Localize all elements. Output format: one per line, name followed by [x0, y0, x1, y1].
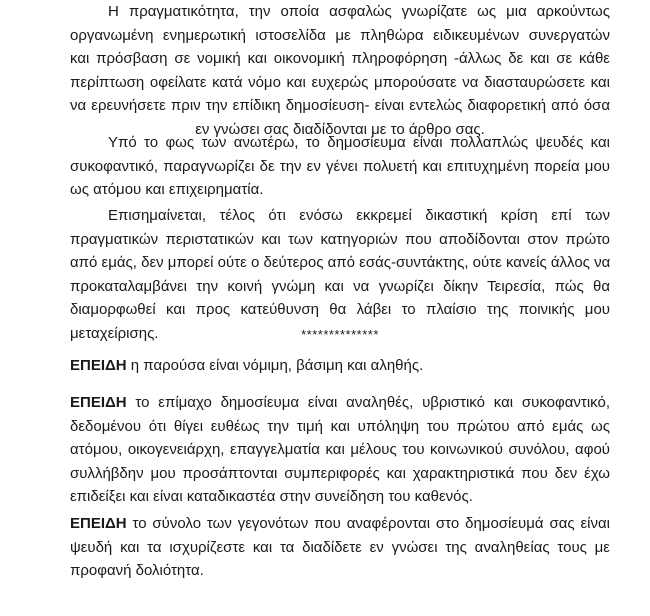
text-line — [70, 354, 610, 378]
text-line: Η πραγματικότητα, την οποία ασφαλώς γνωρίζατε ως μια αρκούντως — [108, 3, 610, 20]
text-line: να ερευνήσετε πριν την επίδικη δημοσίευση- είναι εντελώς διαφορετική από όσα — [70, 97, 610, 115]
text-line: δεδομένου ότι θίγει ευθέως την τιμή και υπόληψη του πρώτου από εμάς ως — [70, 417, 610, 435]
text-line: Επισημαίνεται, τέλος ότι ενόσω εκκρεμεί δικαστική κρίση επί των — [108, 207, 610, 224]
clause-text: η παρούσα είναι νόμιμη, βάσιμη και αληθής. — [126, 357, 424, 374]
text-line: οργανωμένη ενημερωτική ιστοσελίδα με πληθώρα ειδικευμένων συνεργατών — [70, 26, 610, 44]
clause-text: το σύνολο των γεγονότων που αναφέρονται στο δημοσίευμά σας είναι — [126, 515, 610, 532]
text-line: επιδείξει και είναι καταδικαστέα στην συνείδηση του καθενός. — [70, 488, 473, 506]
section-separator: ************** — [301, 327, 379, 342]
clause-text: το επίμαχο δημοσίευμα είναι αναληθές, υβριστικό και συκοφαντικό, — [126, 394, 610, 411]
text-line: Υπό το φως των ανωτέρω, το δημοσίευμα είναι πολλαπλώς ψευδές και — [108, 134, 610, 151]
text-line: ατόμου, οικογενειάρχη, επαγγελματία και μέλους του κοινωνικού συνόλου, αφού — [70, 441, 610, 459]
text-line — [70, 391, 610, 415]
text-line: συλλήβδην μου προσάπτονται συμπεριφορές και χαρακτηριστικά που δεν έχω — [70, 464, 610, 482]
clause-whereas-1 — [70, 354, 610, 378]
clause-whereas-2 — [70, 391, 610, 509]
text-line: εν γνώσει σας διαδίδονται με το άρθρο σας. — [195, 120, 485, 138]
text-line: συκοφαντικό, παραγνωρίζει δε την εν γένει πολυετή και επιτυχημένη πορεία μου — [70, 157, 610, 175]
paragraph-pending-judgment — [70, 204, 610, 346]
clause-whereas-3 — [70, 512, 610, 583]
text-line: μεταχείρισης. — [70, 324, 159, 342]
text-line: πραγματικών περιστατικών και των κατηγοριών που αποδίδονται στον πρώτο — [70, 230, 610, 248]
text-line — [70, 512, 610, 536]
whereas-keyword: ΕΠΕΙΔΗ — [70, 515, 127, 532]
text-line: διαμορφωθεί και προς κατεύθυνση θα λάβει το πλαίσιο της ποινικής μου — [70, 301, 610, 319]
whereas-keyword: ΕΠΕΙΔΗ — [70, 394, 127, 411]
text-line: ψευδή και τα ισχυρίζεστε και τα διαδίδετε εν γνώσει της αναληθείας τους με — [70, 538, 610, 556]
text-line: προκαταλαμβάνει την κοινή γνώμη και να γνωρίζει δίκην Τειρεσία, πώς θα — [70, 277, 610, 295]
text-line: περίπτωση οφείλατε κατά νόμο και ευχερώς μπορούσατε να διασταυρώσετε και — [70, 73, 610, 91]
paragraph-reality — [70, 0, 610, 142]
text-line: ως ατόμου και επιχειρηματία. — [70, 181, 264, 199]
text-line: προφανή δολιότητα. — [70, 562, 204, 580]
whereas-keyword: ΕΠΕΙΔΗ — [70, 357, 127, 374]
text-line: και πρόσβαση σε νομική και οικονομική πληροφόρηση -άλλως δε και σε κάθε — [70, 50, 610, 68]
text-line: από εμάς, δεν μπορεί ούτε ο δεύτερος από εσάς-συντάκτης, ούτε κανείς άλλος να — [70, 254, 611, 272]
paragraph-false-publication — [70, 131, 610, 202]
